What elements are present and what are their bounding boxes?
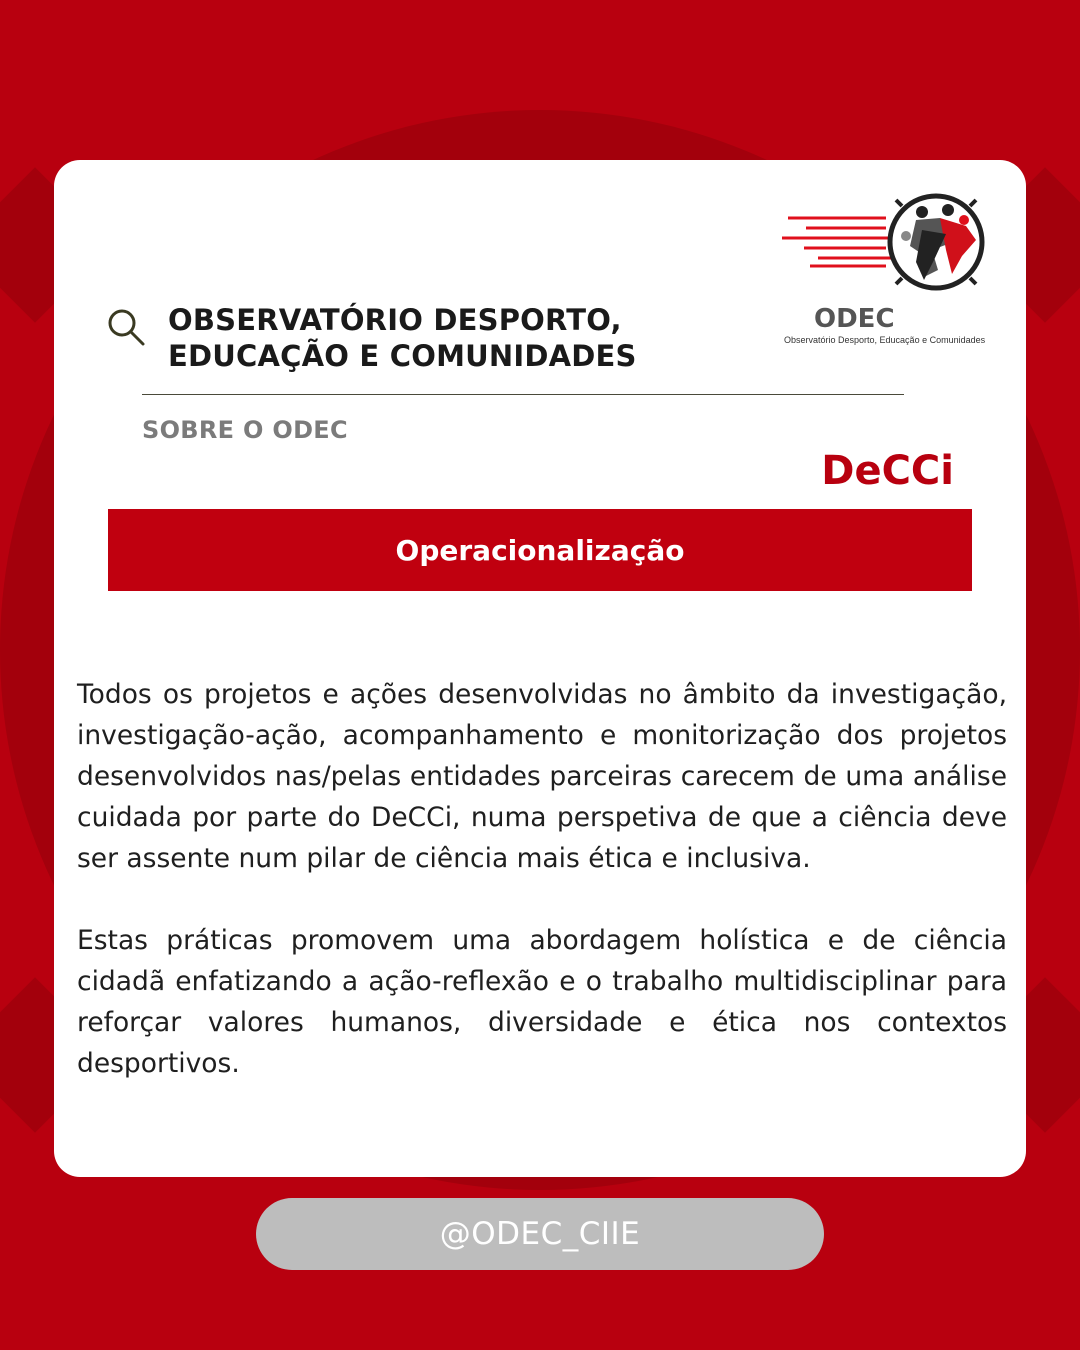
brand-tag: DeCCi <box>821 448 954 494</box>
section-banner <box>108 509 972 591</box>
page-title <box>168 302 728 374</box>
title-line-2: EDUCAÇÃO E COMUNIDADES <box>168 339 637 373</box>
banner-title: Operacionalização <box>395 533 685 567</box>
title-line-1: OBSERVATÓRIO DESPORTO, <box>168 303 622 337</box>
logo-subtitle: Observatório Desporto, Educação e Comunidades <box>784 335 986 345</box>
content-card <box>54 160 1026 1177</box>
paragraph-1: Todos os projetos e ações desenvolvidas no âmbito da investigação, investigação-ação, acompanhamento e monitorização dos projetos desenvolvidos nas/pelas entidades parceiras carecem de uma análise cuidada por parte do DeCCi, numa perspetiva de que a ciência deve ser assente num pilar de ciência mais ética e inclusiva. <box>77 679 1007 874</box>
paragraph-2: Estas práticas promovem uma abordagem holística e de ciência cidadã enfatizando a ação-reflexão e o trabalho multidisciplinar para reforçar valores humanos, diversidade e ética nos contextos desportivos. <box>77 925 1007 1079</box>
body-text <box>77 674 1007 1125</box>
social-handle: @ODEC_CIIE <box>439 1216 641 1252</box>
social-handle-pill[interactable] <box>256 1198 824 1270</box>
logo-wordmark: ODEC <box>814 304 895 334</box>
section-label: SOBRE O ODEC <box>142 416 348 444</box>
search-icon <box>106 307 146 347</box>
header-divider <box>142 394 904 395</box>
